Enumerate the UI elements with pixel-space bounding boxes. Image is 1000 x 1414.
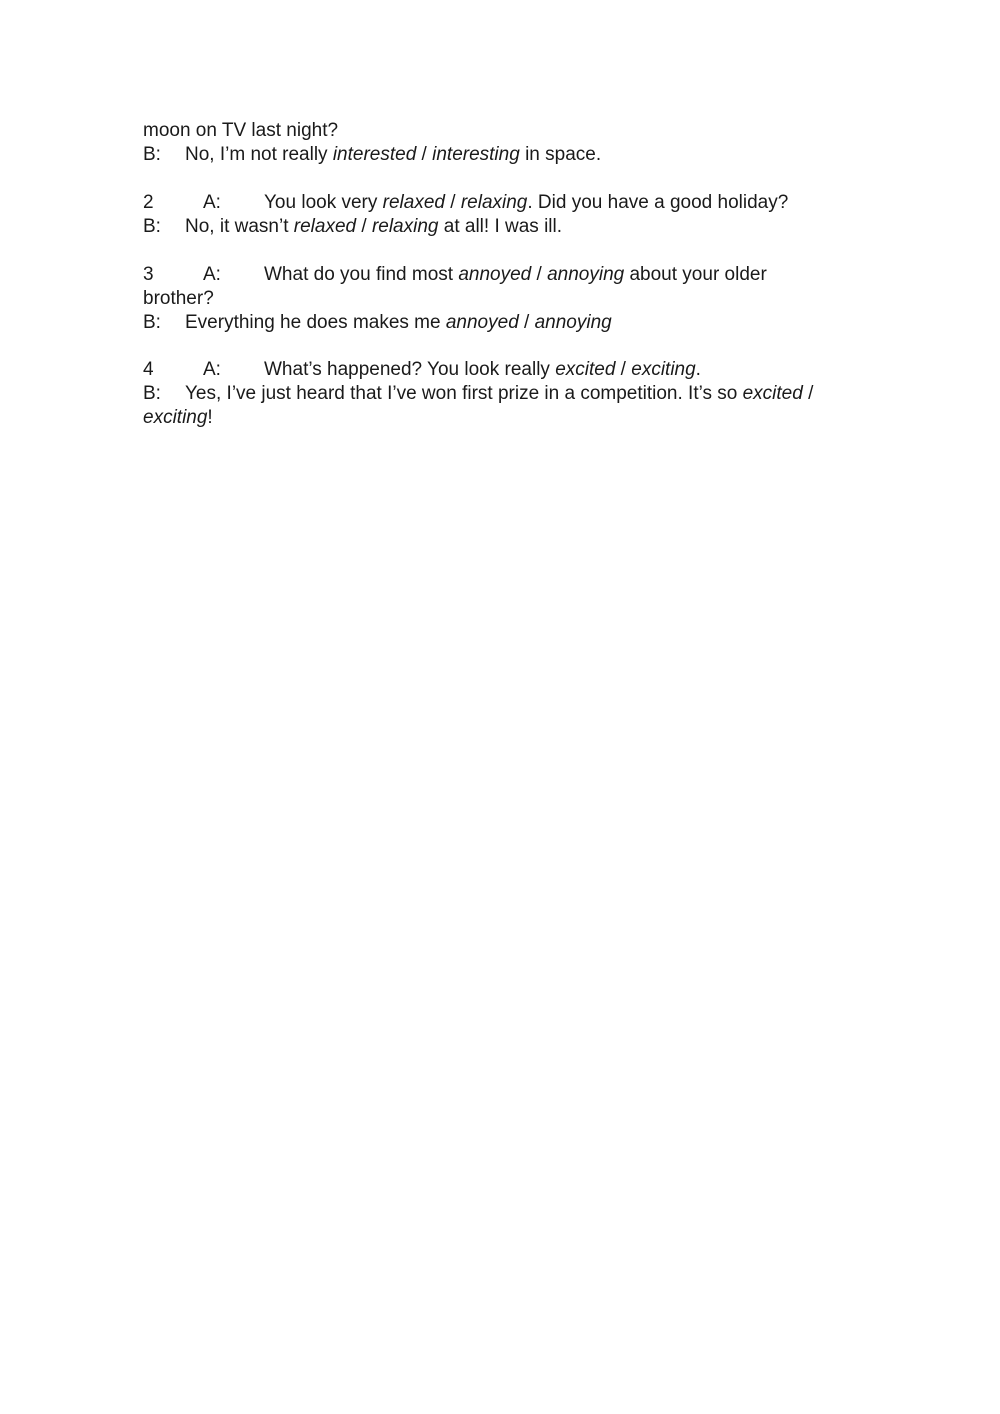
- q3-a-text-2: about your older: [624, 264, 767, 285]
- q3-a-separator: /: [531, 264, 548, 285]
- q4-b-line: [143, 382, 813, 406]
- q4-b-option-2: exciting: [143, 407, 208, 428]
- q4-a-label: A:: [203, 359, 221, 380]
- q2-b-option-2: relaxing: [371, 216, 439, 237]
- q3-b-option-2: annoying: [534, 312, 612, 333]
- q1-a-cont-text: moon on TV last night?: [143, 120, 339, 141]
- q2-b-text-1: No, it wasn’t: [185, 216, 294, 237]
- q1-b-option-1: interested: [332, 144, 417, 165]
- q1-b-separator: /: [416, 144, 433, 165]
- q4-a-option-2: exciting: [631, 359, 696, 380]
- q2-a-line: [143, 191, 788, 215]
- q3-b-line: [143, 311, 612, 335]
- q4-b-separator: /: [802, 383, 814, 404]
- q4-a-option-1: excited: [555, 359, 616, 380]
- q3-b-label: B:: [143, 312, 161, 333]
- q2-a-text-2: . Did you have a good holiday?: [527, 192, 789, 213]
- q4-b-text-2: !: [207, 407, 213, 428]
- q3-b-text-1: Everything he does makes me: [185, 312, 446, 333]
- q1-b-label: B:: [143, 144, 161, 165]
- q2-b-line: [143, 215, 562, 239]
- q2-a-separator: /: [444, 192, 461, 213]
- q2-a-label: A:: [203, 192, 221, 213]
- q3-a-cont-text: brother?: [143, 288, 214, 309]
- q4-b-option-1: excited: [742, 383, 803, 404]
- q3-a-label: A:: [203, 264, 221, 285]
- q4-b-text-1: Yes, I’ve just heard that I’ve won first prize in a competition. It’s so: [185, 383, 743, 404]
- q1-b-text-1: No, I’m not really: [185, 144, 333, 165]
- q4-a-text-2: .: [695, 359, 701, 380]
- q2-a-option-1: relaxed: [382, 192, 445, 213]
- q2-number: 2: [143, 192, 154, 213]
- q3-a-option-2: annoying: [547, 264, 625, 285]
- q4-a-separator: /: [615, 359, 632, 380]
- q1-b-option-2: interesting: [432, 144, 520, 165]
- q4-b-continuation: [143, 406, 213, 430]
- q2-b-separator: /: [356, 216, 372, 237]
- q2-b-option-1: relaxed: [293, 216, 357, 237]
- q2-a-option-2: relaxing: [460, 192, 528, 213]
- q3-b-separator: /: [518, 312, 535, 333]
- q3-a-continuation: [143, 287, 214, 311]
- q2-b-text-2: at all! I was ill.: [438, 216, 563, 237]
- q4-a-text-1: What’s happened? You look really: [264, 359, 556, 380]
- q3-a-text-1: What do you find most: [264, 264, 459, 285]
- q2-b-label: B:: [143, 216, 161, 237]
- q4-b-label: B:: [143, 383, 161, 404]
- q4-number: 4: [143, 359, 154, 380]
- q2-a-text-1: You look very: [264, 192, 383, 213]
- q1-b-line: [143, 143, 601, 167]
- q3-b-option-1: annoyed: [445, 312, 519, 333]
- q1-b-text-2: in space.: [519, 144, 602, 165]
- q4-a-line: [143, 358, 701, 382]
- q3-a-line: [143, 263, 767, 287]
- q3-number: 3: [143, 264, 154, 285]
- q3-a-option-1: annoyed: [458, 264, 532, 285]
- q1-a-continuation: [143, 119, 338, 143]
